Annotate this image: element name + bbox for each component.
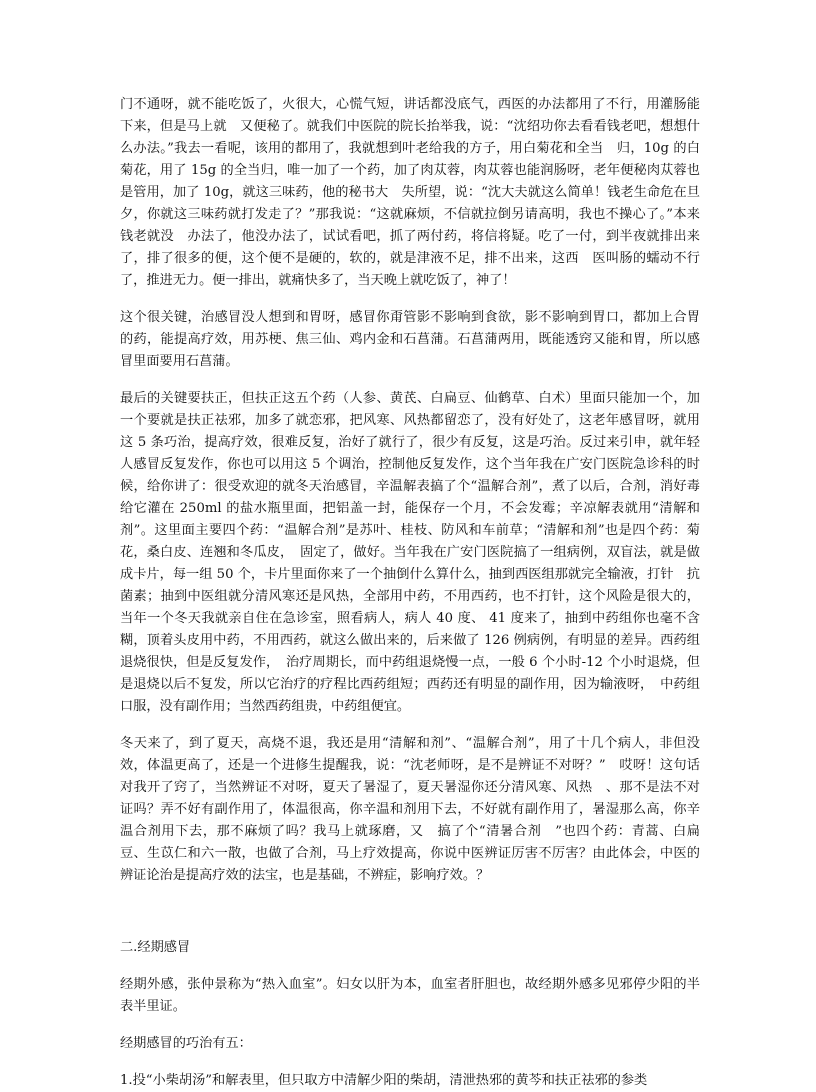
paragraph-five-methods: 经期感冒的巧治有五：: [120, 1036, 252, 1051]
paragraph-gap: [120, 1018, 700, 1033]
paragraph-support-righteous-qi: 最后的关键要扶正，但扶正这五个药（人参、黄芪、白扁豆、仙鹤草、白术）里面只能加一个，加一个要就是扶正祛邪，加多了就恋邪，把风寒、风热都留恋了，没有好处了，这老年感冒呀，就用这 5 条巧治，提高疗效，很难反复，治好了就行了，很少有反复，这是巧治。反过来引申，就年轻人感冒反复发作，你也可以用这 5 个调治，控制他反复发作，这个当年我在广安门医院急诊科的时候，给你讲了：很受欢迎的就冬天治感冒，辛温解表搞了个“温解合剂”，煮了以后，合剂，消好毒给它灌在 250ml 的盐水瓶里面，把铝盖一封，能保存一个月，不会发霉；辛凉解表就用“清解和剂”。这里面主要四个药：“温解合剂”是苏叶、桂枝、防风和车前草；“清解和剂”也是四个药：菊花，桑白皮、连翘和冬瓜皮， 固定了，做好。当年我在广安门医院搞了一组病例，双盲法，就是做成卡片，每一组 50 个，卡片里面你来了一个抽倒什么算什么，抽到西医组那就完全输液，打针 抗菌素；抽到中医组就分清风寒还是风热，全部用中药，不用西药，也不打针，这个风险是很大的，当年一个冬天我就亲自住在急诊室，照看病人，病人 40 度、 41 度来了，抽到中药组你也毫不含糊，顶着头皮用中药，不用西药，就这么做出来的，后来做了 126 例病例，有明显的差异。西药组退烧很快，但是反复发作， 治疗周期长，而中药组退烧慢一点，一般 6 个小时-12 个小时退烧，但是退烧以后不复发，所以它治疗的疗程比西药组短；西药还有明显的副作用，因为输液呀， 中药组口服，没有副作用；当然西药组贵，中药组便宜。: [120, 391, 700, 714]
paragraph-gap: [120, 959, 700, 974]
section-heading: 二.经期感冒: [120, 940, 191, 955]
section-gap: [120, 887, 700, 937]
paragraph-gap: [120, 292, 700, 307]
paragraph-summer-heat: 冬天来了，到了夏天，高烧不退，我还是用“清解和剂”、“温解合剂”，用了十几个病人，非但没效，体温更高了，还是一个进修生提醒我，说：“沈老师呀，是不是辨证不对呀？” 哎呀！这句话对我开了窍了，当然辨证不对呀，夏天了暑湿了，夏天暑湿你还分清风寒、风热 、那不是法不对证吗？弄不好有副作用了，体温很高，你辛温和剂用下去，不好就有副作用了，暑湿那么高，你辛温合剂用下去，那不麻烦了吗？我马上就琢磨，又 搞了个“清暑合剂 ”也四个药：青蒿、白扁豆、生苡仁和六一散，也做了合剂，马上疗效提高，你说中医辨证厉害不厉害？由此体会，中医的辨证论治是提高疗效的法宝，也是基础，不辨症，影响疗效。？: [120, 736, 700, 883]
paragraph-harmonize-stomach: 这个很关键，治感冒没人想到和胃呀，感冒你甭管影不影响到食欲，影不影响到胃口，都加上合胃的药，能提高疗效，用苏梗、焦三仙、鸡内金和石菖蒲。石菖蒲两用，既能透窍又能和胃，所以感冒里面要用石菖蒲。: [120, 310, 700, 369]
document-page: [120, 94, 700, 1092]
paragraph-menstrual-cold-intro: 经期外感，张仲景称为“热入血室”。妇女以肝为本，血室者肝胆也，故经期外感多见邪停少阳的半表半里证。: [120, 977, 700, 1014]
paragraph-method-1: 1.投“小柴胡汤”和解表里，但只取方中清解少阳的柴胡，清泄热邪的黄芩和扶正祛邪的参类: [120, 1073, 648, 1088]
paragraph-gap: [120, 1055, 700, 1070]
paragraph-gap: [120, 373, 700, 388]
paragraph-laxative-case: 门不通呀，就不能吃饭了，火很大，心慌气短，讲话都没底气，西医的办法都用了不行，用灌肠能下来，但是马上就 又便秘了。就我们中医院的院长抬举我，说：“沈绍功你去看看钱老吧，想想什么办法。”我去一看呢，该用的都用了，我就想到叶老给我的方子，用白菊花和全当 归，10g 的白菊花，用了 15g 的全当归，唯一加了一个药，加了肉苁蓉，肉苁蓉也能润肠呀，老年便秘肉苁蓉也是管用，加了 10g，就这三味药，他的秘书大 失所望，说：“沈大夫就这么简单！钱老生命危在旦夕，你就这三味药就打发走了？”那我说：“这就麻烦，不信就拉倒另请高明，我也不操心了。”本来钱老就没 办法了，他没办法了，试试看吧，抓了两付药，将信将疑。吃了一付，到半夜就排出来了，排了很多的便，这个便不是硬的，软的，就是津液不足，排不出来，这西 医叫肠的蠕动不行了，推进无力。便一排出，就痛快多了，当天晚上就吃饭了，神了！: [120, 97, 700, 288]
paragraph-gap: [120, 718, 700, 733]
